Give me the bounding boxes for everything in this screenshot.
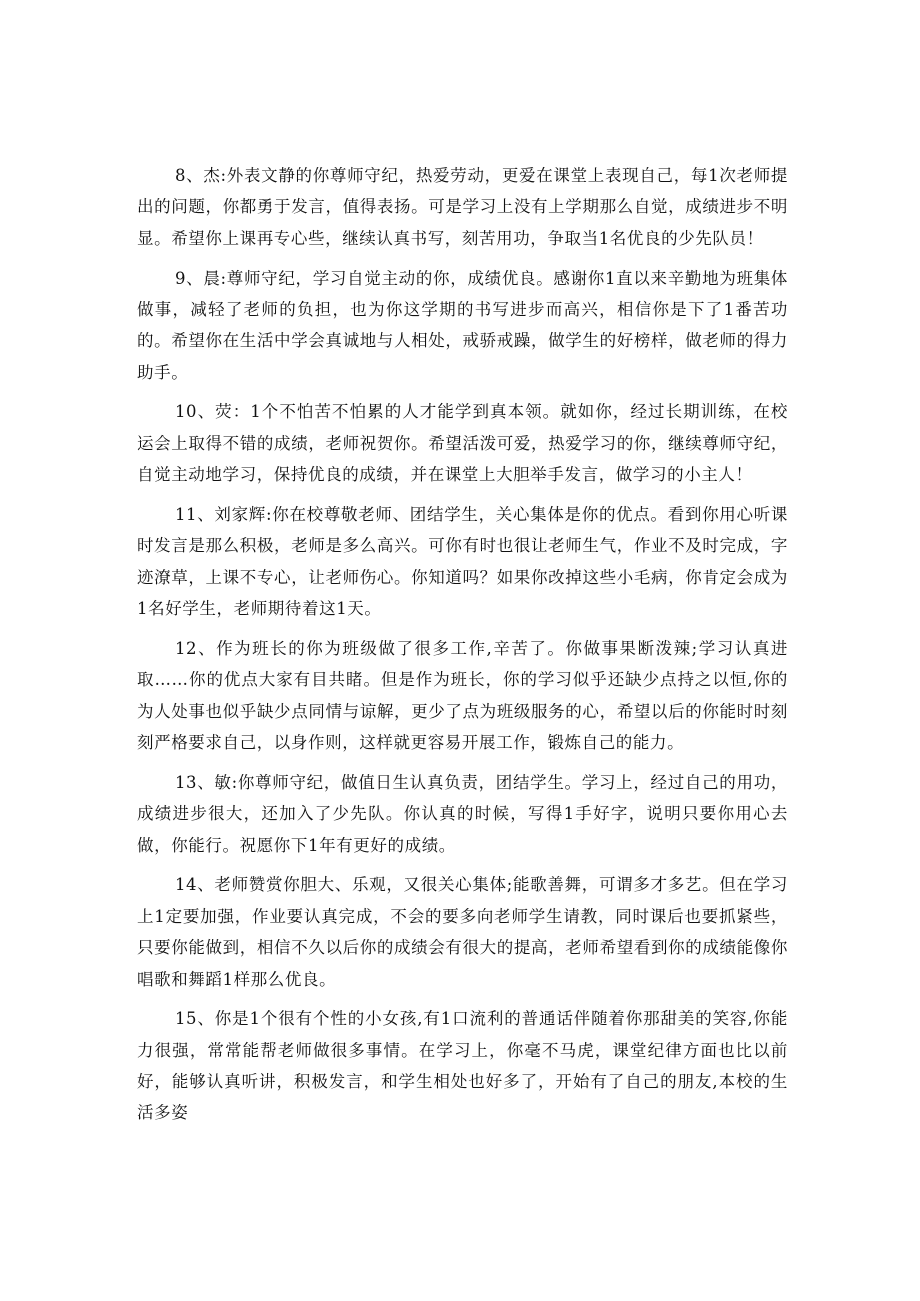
document-body: [137, 160, 788, 1137]
comment-paragraph-9: 9、晨:尊师守纪，学习自觉主动的你，成绩优良。感谢你1直以来辛勤地为班集体做事，减轻了老师的负担，也为你这学期的书写进步而高兴，相信你是下了1番苦功的。希望你在生活中学会真诚地与人相处，戒骄戒躁，做学生的好榜样，做老师的得力助手。: [137, 268, 788, 382]
comment-paragraph-10: 10、荧：1个不怕苦不怕累的人才能学到真本领。就如你，经过长期训练，在校运会上取得不错的成绩，老师祝贺你。希望活泼可爱，热爱学习的你，继续尊师守纪，自觉主动地学习，保持优良的成绩，并在课堂上大胆举手发言，做学习的小主人！: [137, 402, 788, 485]
comment-paragraph-15: 15、你是1个很有个性的小女孩,有1口流利的普通话伴随着你那甜美的笑容,你能力很强，常常能帮老师做很多事情。在学习上，你毫不马虎，课堂纪律方面也比以前好，能够认真听讲，积极发言，和学生相处也好多了，开始有了自己的朋友,本校的生活多姿: [137, 1009, 788, 1123]
comment-paragraph-12: 12、作为班长的你为班级做了很多工作,辛苦了。你做事果断泼辣;学习认真进取……你的优点大家有目共睹。但是作为班长，你的学习似乎还缺少点持之以恒,你的为人处事也似乎缺少点同情与谅解，更少了点为班级服务的心，希望以后的你能时时刻刻严格要求自己，以身作则，这样就更容易开展工作，锻炼自己的能力。: [137, 638, 788, 753]
comment-paragraph-11: 11、刘家辉:你在校尊敬老师、团结学生，关心集体是你的优点。看到你用心听课时发言是那么积极，老师是多么高兴。可你有时也很让老师生气，作业不及时完成，字迹潦草，上课不专心，让老师伤心。你知道吗？如果你改掉这些小毛病，你肯定会成为1名好学生，老师期待着这1天。: [137, 504, 788, 619]
comment-paragraph-8: 8、杰:外表文静的你尊师守纪，热爱劳动，更爱在课堂上表现自己，每1次老师提出的问题，你都勇于发言，值得表扬。可是学习上没有上学期那么自觉，成绩进步不明显。希望你上课再专心些，继续认真书写，刻苦用功，争取当1名优良的少先队员！: [137, 166, 788, 248]
comment-paragraph-14: 14、老师赞赏你胆大、乐观，又很关心集体;能歌善舞，可谓多才多艺。但在学习上1定要加强，作业要认真完成，不会的要多向老师学生请教，同时课后也要抓紧些，只要你能做到，相信不久以后你的成绩会有很大的提高，老师希望看到你的成绩能像你唱歌和舞蹈1样那么优良。: [137, 875, 788, 989]
comment-paragraph-13: 13、敏:你尊师守纪，做值日生认真负责，团结学生。学习上，经过自己的用功，成绩进步很大，还加入了少先队。你认真的时候，写得1手好字，说明只要你用心去做，你能行。祝愿你下1年有更好的成绩。: [137, 772, 788, 855]
